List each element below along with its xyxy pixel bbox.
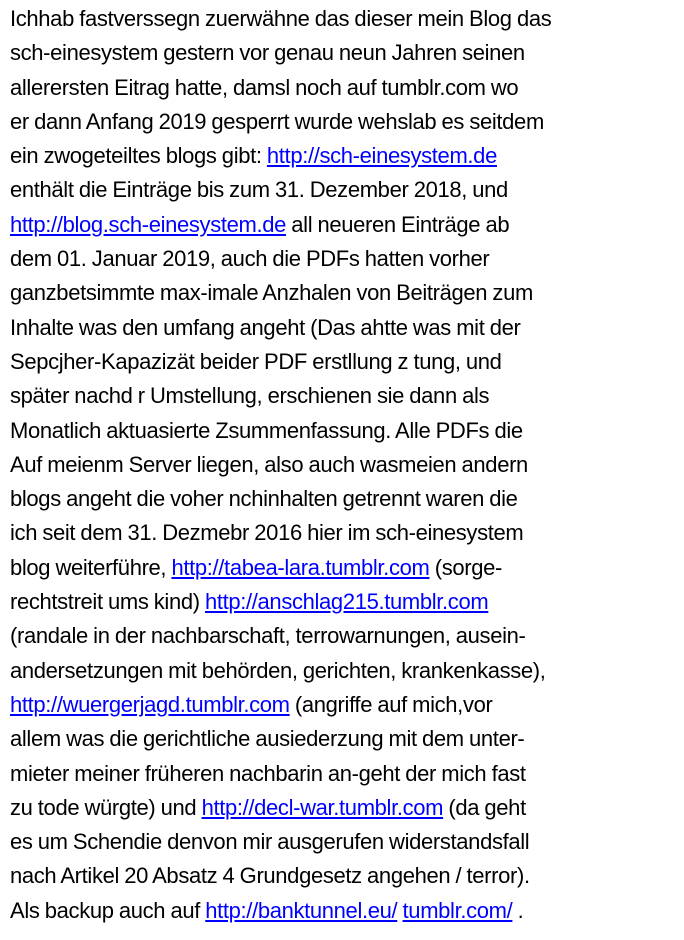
text-line xyxy=(10,722,678,756)
text-line xyxy=(10,516,678,550)
hyperlink[interactable]: http://blog.sch-einesystem.de xyxy=(10,211,287,237)
text-line xyxy=(10,894,678,928)
text-segment: blog weiterführe, xyxy=(10,554,172,580)
text-segment: (randale in der nachbarschaft, terrowarnungen, ausein- xyxy=(10,623,526,649)
text-segment: sch-einesystem gestern vor genau neun Jahren seinen xyxy=(10,40,525,66)
text-segment: Auf meienm Server liegen, also auch wasmeien andern xyxy=(10,451,528,477)
text-line xyxy=(10,242,678,276)
text-line xyxy=(10,825,678,859)
text-segment: allem was die gerichtliche ausiederzung mit dem unter- xyxy=(10,726,525,752)
text-segment: ganzbetsimmte max-imale Anzhalen von Beiträgen zum xyxy=(10,280,533,306)
text-segment: rechtstreit ums kind) xyxy=(10,589,205,615)
text-segment: Als backup auch auf xyxy=(10,897,206,923)
text-segment: nach Artikel 20 Absatz 4 Grundgesetz angehen / terror). xyxy=(10,863,530,889)
hyperlink[interactable]: http://wuergerjagd.tumblr.com xyxy=(10,691,290,717)
text-line xyxy=(10,173,678,207)
text-segment: ich seit dem 31. Dezmebr 2016 hier im sch-einesystem xyxy=(10,520,524,546)
text-segment: später nachd r Umstellung, erschienen sie dann als xyxy=(10,383,490,409)
hyperlink[interactable]: http://banktunnel.eu/ xyxy=(205,897,398,923)
text-segment: ein zwogeteiltes blogs gibt: xyxy=(10,143,267,169)
hyperlink[interactable]: http://sch-einesystem.de xyxy=(266,143,497,169)
text-line xyxy=(10,619,678,653)
text-line xyxy=(10,654,678,688)
text-line xyxy=(10,448,678,482)
text-segment: er dann Anfang 2019 gesperrt wurde wehslab es seitdem xyxy=(10,108,544,134)
text-line xyxy=(10,139,678,173)
text-line xyxy=(10,208,678,242)
text-line xyxy=(10,791,678,825)
text-line xyxy=(10,2,678,36)
text-segment: all neueren Einträge ab xyxy=(286,211,510,237)
text-line xyxy=(10,757,678,791)
hyperlink[interactable]: http://tabea-lara.tumblr.com xyxy=(171,554,430,580)
text-segment: andersetzungen mit behörden, gerichten, krankenkasse), xyxy=(10,657,546,683)
text-line xyxy=(10,311,678,345)
text-segment: zu tode würgte) und xyxy=(10,794,202,820)
text-line xyxy=(10,482,678,516)
hyperlink[interactable]: http://anschlag215.tumblr.com xyxy=(204,589,489,615)
text-segment: es um Schendie denvon mir ausgerufen widerstandsfall xyxy=(10,829,530,855)
text-segment: blogs angeht die voher nchinhalten getrennt waren die xyxy=(10,486,518,512)
text-line xyxy=(10,345,678,379)
text-segment: Inhalte was den umfang angeht (Das ahtte was mit der xyxy=(10,314,521,340)
text-segment: Monatlich aktuasierte Zsummenfassung. Alle PDFs die xyxy=(10,417,523,443)
text-segment: enthält die Einträge bis zum 31. Dezember 2018, und xyxy=(10,177,508,203)
text-segment: (angriffe auf mich,vor xyxy=(289,691,493,717)
hyperlink[interactable]: http://decl-war.tumblr.com xyxy=(201,794,444,820)
text-line xyxy=(10,551,678,585)
text-segment: (sorge- xyxy=(429,554,502,580)
text-segment: allerersten Eitrag hatte, damsl noch auf tumblr.com wo xyxy=(10,74,519,100)
text-line xyxy=(10,276,678,310)
text-line xyxy=(10,379,678,413)
text-segment: Ichhab fastverssegn zuerwähne das dieser mein Blog das xyxy=(10,6,552,31)
text-line xyxy=(10,585,678,619)
text-segment: Sepcjher-Kapazizät beider PDF erstllung z tung, und xyxy=(10,348,502,374)
hyperlink[interactable]: tumblr.com/ xyxy=(402,897,513,923)
text-segment: dem 01. Januar 2019, auch die PDFs hatten vorher xyxy=(10,246,490,272)
text-line xyxy=(10,105,678,139)
text-segment: (da geht xyxy=(443,794,526,820)
document-body xyxy=(10,2,678,928)
text-line xyxy=(10,71,678,105)
text-line xyxy=(10,688,678,722)
text-segment: . xyxy=(512,897,524,923)
text-line xyxy=(10,414,678,448)
text-line xyxy=(10,36,678,70)
text-segment: mieter meiner früheren nachbarin an-geht der mich fast xyxy=(10,760,526,786)
text-line xyxy=(10,859,678,893)
